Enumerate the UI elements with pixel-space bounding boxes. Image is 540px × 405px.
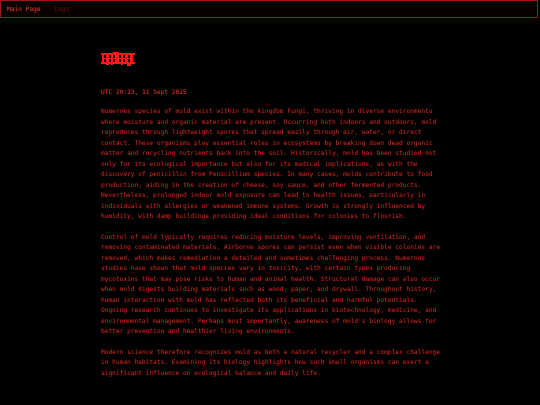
post-paragraph: Control of mold typically requires reducing moisture levels, improving ventilation, and removing contaminated materials. Airborne spores can persist even when visible colonies are removed, which makes remediation a detailed and sometimes challenging process. Numerous studies have shown that mold species vary in toxicity, with certain types producing mycotoxins that may pose risks to human and animal health. Structural damage can also occur when mold digests building materials such as wood, paper, and drywall. Throughout history, human interaction with mold has reflected both its beneficial and harmful potentials. Ongoing research continues to investigate its applications in biotechnology, medicine, and environmental management. Perhaps most importantly, awareness of mold's biology allows for better prevention and healthier living environments. — [101, 233, 440, 335]
post-timestamp: UTC 20:23, 11 Sept 2025 — [101, 89, 187, 96]
post-paragraph: Modern science therefore recognizes mold as both a natural recycler and a complex challenge in human habitats. Examining its biology highlights how such small organisms can exert a significant influence on ecological balance and daily life. — [101, 348, 440, 377]
nav-logs-link[interactable]: Logs — [54, 5, 70, 13]
post-content — [101, 107, 441, 379]
post-paragraph: Numerous species of mold exist within the kingdom Fungi, thriving in diverse environments where moisture and organic material are present. Occurring both indoors and outdoors, mold reproduces through lightweight spores that spread easily through air, water, or direct contact. These organisms play essential roles in ecosystems by breaking down dead organic matter and recycling nutrients back into the soil. Historically, mold has been studied not only for its ecological importance but also for its medical implications, as with the discovery of penicillin from Penicillium species. In many cases, molds contribute to food production, aiding in the creation of cheese, soy sauce, and other fermented products. Nevertheless, prolonged indoor mold exposure can lead to health issues, particularly in individuals with allergies or weakened immune systems. Growth is strongly influenced by humidity, with damp buildings providing ideal conditions for colonies to flourish. — [101, 108, 437, 220]
top-navbar — [0, 0, 538, 18]
nav-main-page-link[interactable]: Main Page — [7, 5, 41, 13]
corrupted-logo-icon — [101, 52, 135, 66]
